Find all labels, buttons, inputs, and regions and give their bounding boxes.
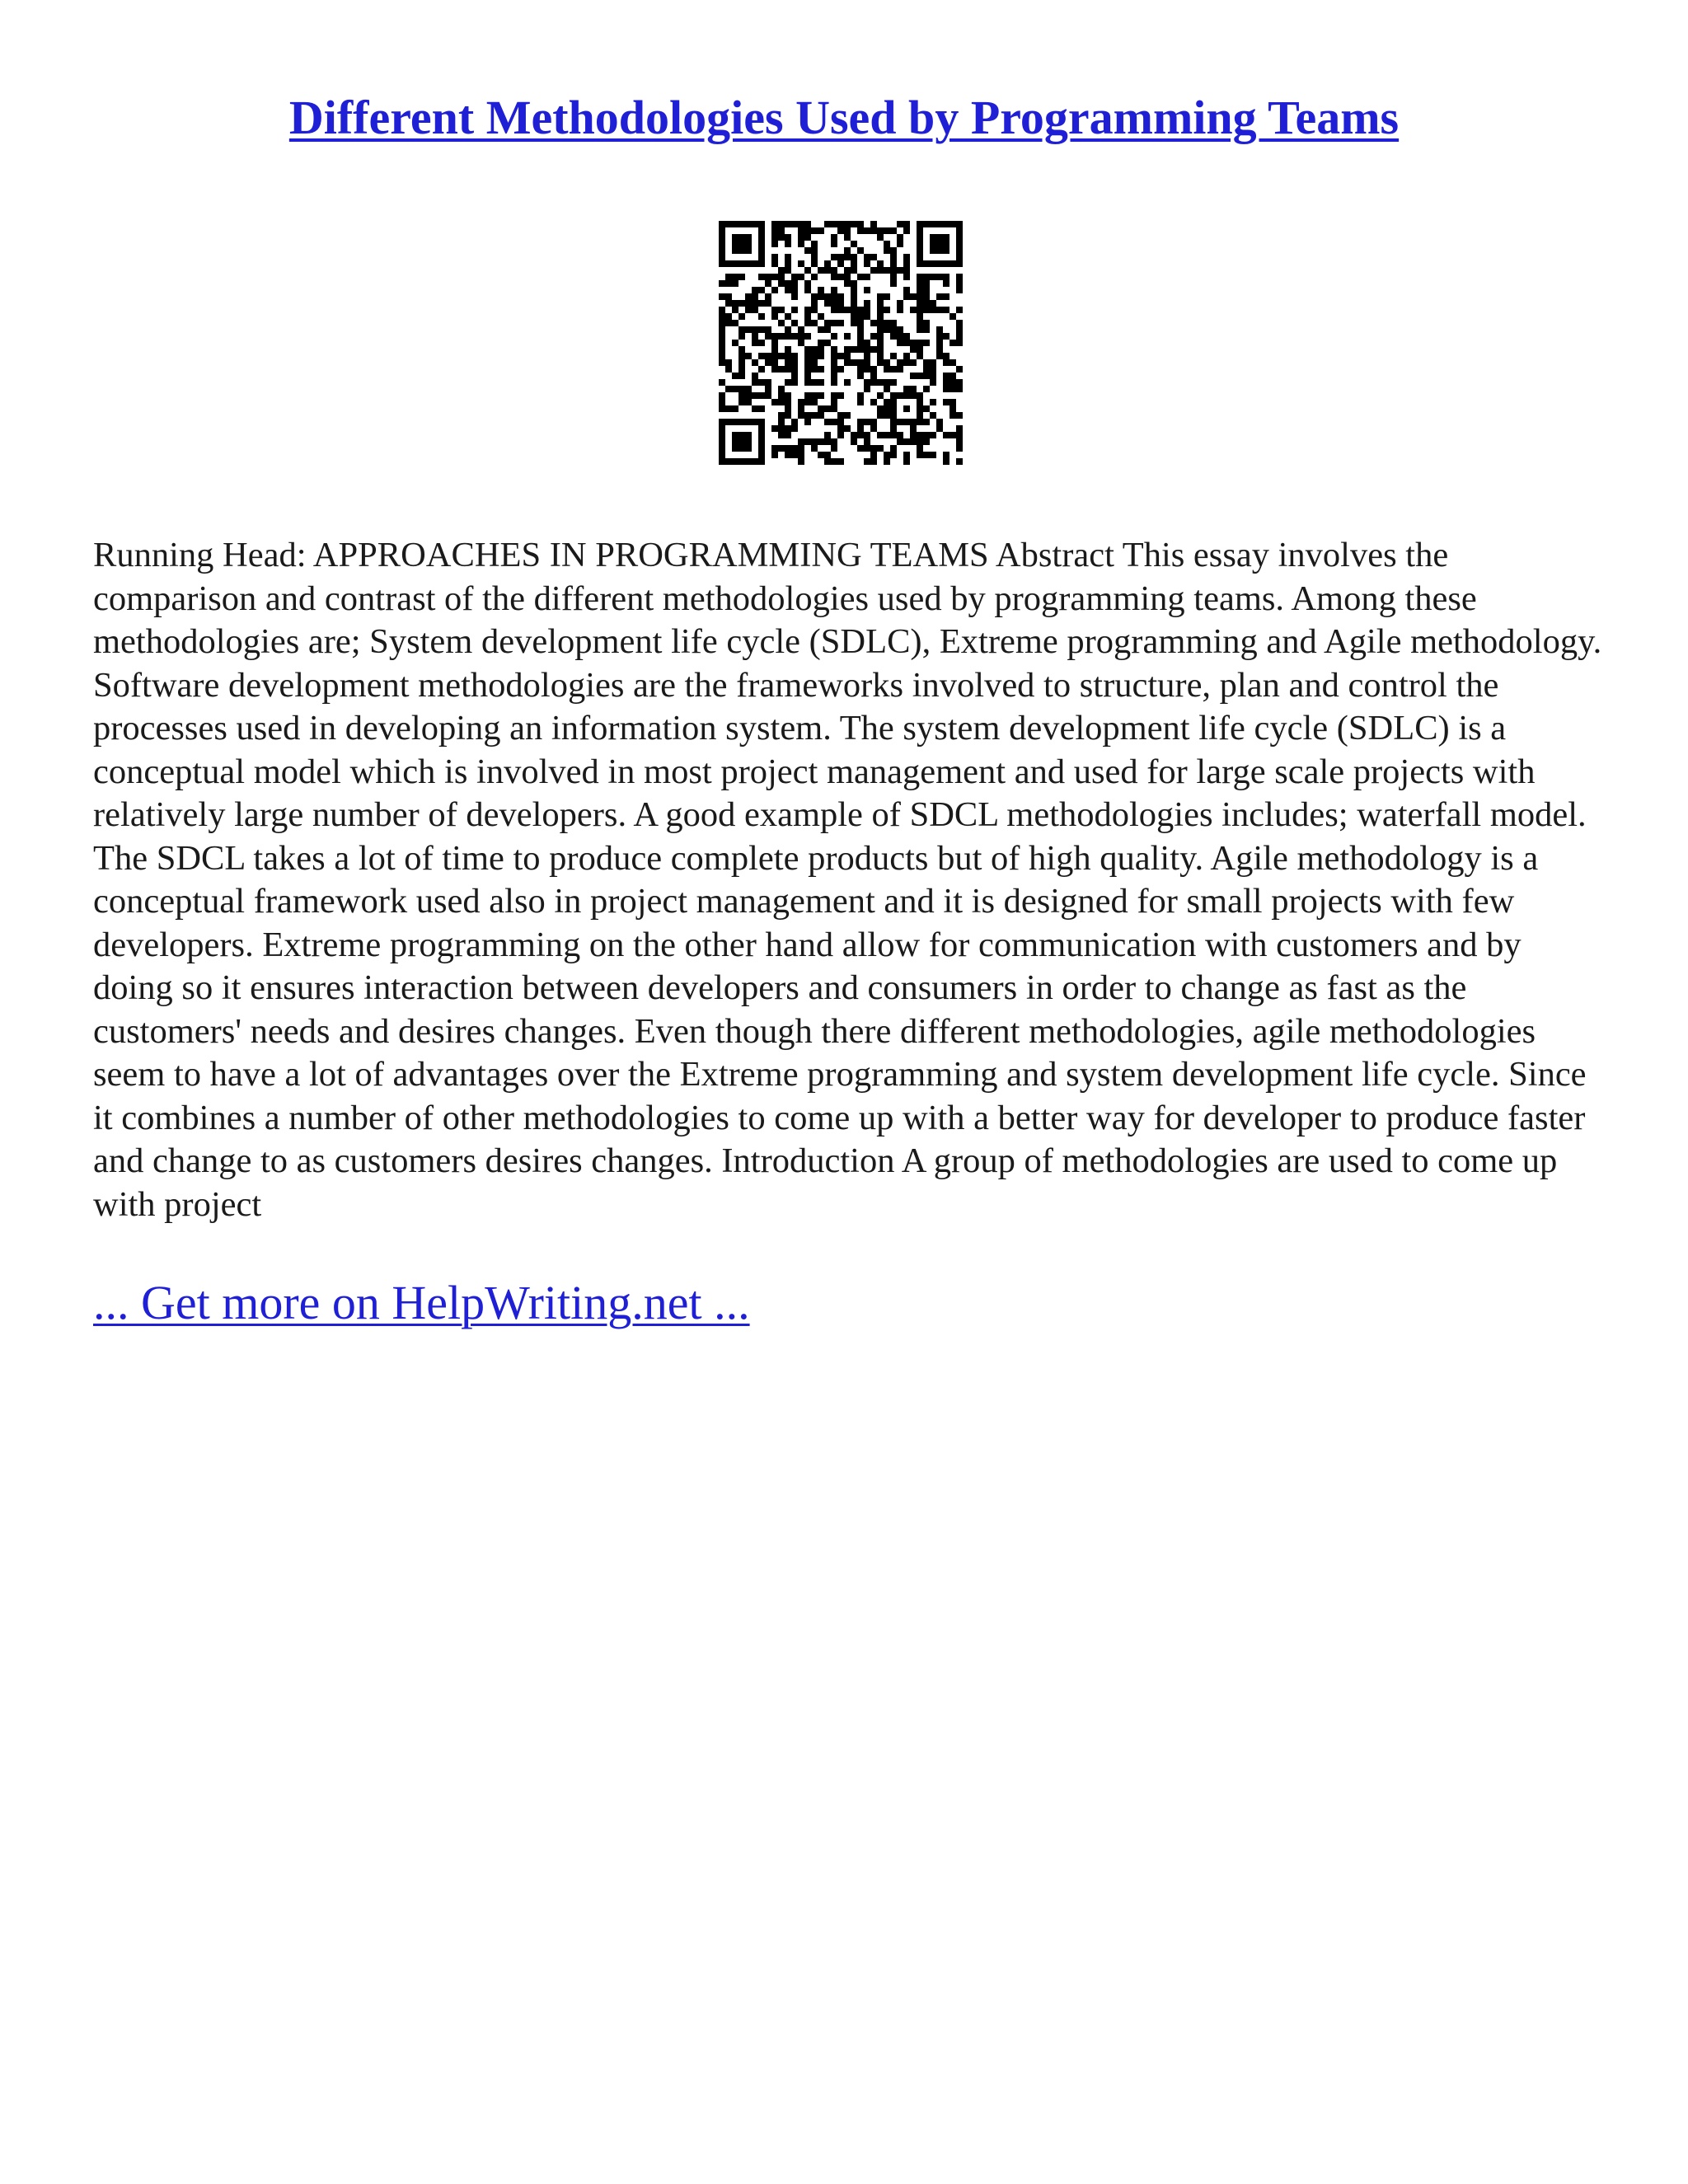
- get-more-link[interactable]: ... Get more on HelpWriting.net ...: [93, 1276, 750, 1329]
- qr-code-icon: [719, 221, 963, 465]
- document-title-link[interactable]: Different Methodologies Used by Programming Teams: [288, 91, 1400, 144]
- essay-excerpt: Running Head: APPROACHES IN PROGRAMMING TEAMS Abstract This essay involves the comparison and contrast of the different methodologies used by programming teams. Among these methodologies are; System development life cycle (SDLC), Extreme programming and Agile methodology. Software development methodologies are the frameworks involved to structure, plan and control the processes used in developing an information system. The system development life cycle (SDLC) is a conceptual model which is involved in most project management and used for large scale projects with relatively large number of developers. A good example of SDCL methodologies includes; waterfall model. The SDCL takes a lot of time to produce complete products but of high quality. Agile methodology is a conceptual framework used also in project management and it is designed for small projects with few developers. Extreme programming on the other hand allow for communication with customers and by doing so it ensures interaction between developers and consumers in order to change as fast as the customers' needs and desires changes. Even though there different methodologies, agile methodologies seem to have a lot of advantages over the Extreme programming and system development life cycle. Since it combines a number of other methodologies to come up with a better way for developer to produce faster and change to as customers desires changes. Introduction A group of methodologies are used to come up with project: [93, 536, 1602, 1224]
